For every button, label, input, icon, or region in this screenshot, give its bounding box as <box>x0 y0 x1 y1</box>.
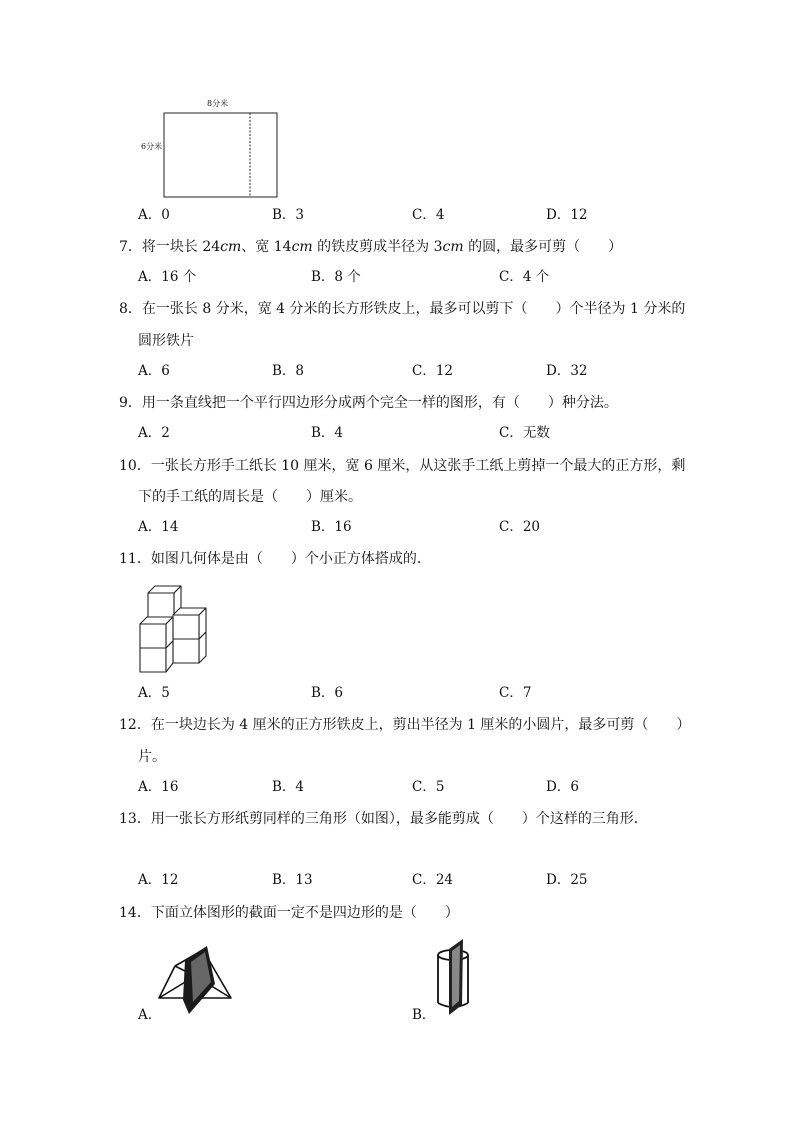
q7-text: 7．将一块长 24cm、宽 14cm 的铁皮剪成半径为 3cm 的圆，最多可剪（ ） <box>119 239 623 255</box>
q6-option-c[interactable]: C．4 <box>412 207 445 223</box>
q6-option-d[interactable]: D．12 <box>546 207 588 223</box>
q14-option-a[interactable]: A． <box>138 1007 162 1023</box>
q10-option-a[interactable]: A．14 <box>138 519 179 535</box>
q13-option-c[interactable]: C．24 <box>412 872 454 888</box>
q8-text-line2: 圆形铁片 <box>138 333 194 349</box>
cube-stack-figure <box>136 580 211 675</box>
q9-option-b[interactable]: B．4 <box>311 425 344 441</box>
figure-top-label: 8分米 <box>207 99 229 108</box>
q12-text-line1: 12．在一块边长为 4 厘米的正方形铁皮上，剪出半径为 1 厘米的小圆片，最多可剪（ ） <box>119 717 691 733</box>
q10-text-line1: 10．一张长方形手工纸长 10 厘米，宽 6 厘米，从这张手工纸上剪掉一个最大的正方形，剩 <box>119 458 686 474</box>
q13-option-a[interactable]: A．12 <box>138 872 179 888</box>
q8-option-a[interactable]: A．6 <box>138 363 170 379</box>
q12-option-c[interactable]: C．5 <box>412 779 445 795</box>
q7-option-a[interactable]: A．16 个 <box>138 269 197 285</box>
q9-text: 9．用一条直线把一个平行四边形分成两个完全一样的图形，有（ ）种分法。 <box>119 395 618 411</box>
q14-text: 14．下面立体图形的截面一定不是四边形的是（ ） <box>119 905 459 921</box>
q13-text: 13．用一张长方形纸剪同样的三角形（如图），最多能剪成（ ）个这样的三角形． <box>119 811 648 827</box>
q12-option-d[interactable]: D．6 <box>546 779 579 795</box>
q9-option-a[interactable]: A．2 <box>138 425 170 441</box>
q11-option-c[interactable]: C．7 <box>499 685 532 701</box>
q12-option-a[interactable]: A．16 <box>138 779 179 795</box>
q6-option-a[interactable]: A．0 <box>138 207 170 223</box>
q13-option-d[interactable]: D．25 <box>546 872 588 888</box>
q8-option-b[interactable]: B．8 <box>272 363 305 379</box>
q9-option-c[interactable]: C．无数 <box>499 425 550 441</box>
figure-side-label: 6分米 <box>141 142 163 151</box>
q10-option-b[interactable]: B．16 <box>311 519 352 535</box>
q11-option-b[interactable]: B．6 <box>311 685 344 701</box>
q14-option-b[interactable]: B． <box>412 1007 436 1023</box>
q11-text: 11．如图几何体是由（ ）个小正方体搭成的． <box>119 551 431 567</box>
q13-option-b[interactable]: B．13 <box>272 872 313 888</box>
q12-option-b[interactable]: B．4 <box>272 779 305 795</box>
q10-text-line2: 下的手工纸的周长是（ ）厘米。 <box>138 489 362 505</box>
q11-option-a[interactable]: A．5 <box>138 685 170 701</box>
rectangle-figure <box>160 110 280 200</box>
q10-option-c[interactable]: C．20 <box>499 519 541 535</box>
q8-option-c[interactable]: C．12 <box>412 363 454 379</box>
q7-option-b[interactable]: B．8 个 <box>311 269 361 285</box>
prism-section-figure <box>155 940 245 1020</box>
q12-text-line2: 片。 <box>138 749 166 765</box>
q6-option-b[interactable]: B．3 <box>272 207 305 223</box>
q8-option-d[interactable]: D．32 <box>546 363 588 379</box>
q8-text-line1: 8．在一张长 8 分米，宽 4 分米的长方形铁皮上，最多可以剪下（ ）个半径为 1 分米的 <box>119 301 686 317</box>
cylinder-section-figure <box>432 935 482 1020</box>
q7-option-c[interactable]: C．4 个 <box>499 269 550 285</box>
